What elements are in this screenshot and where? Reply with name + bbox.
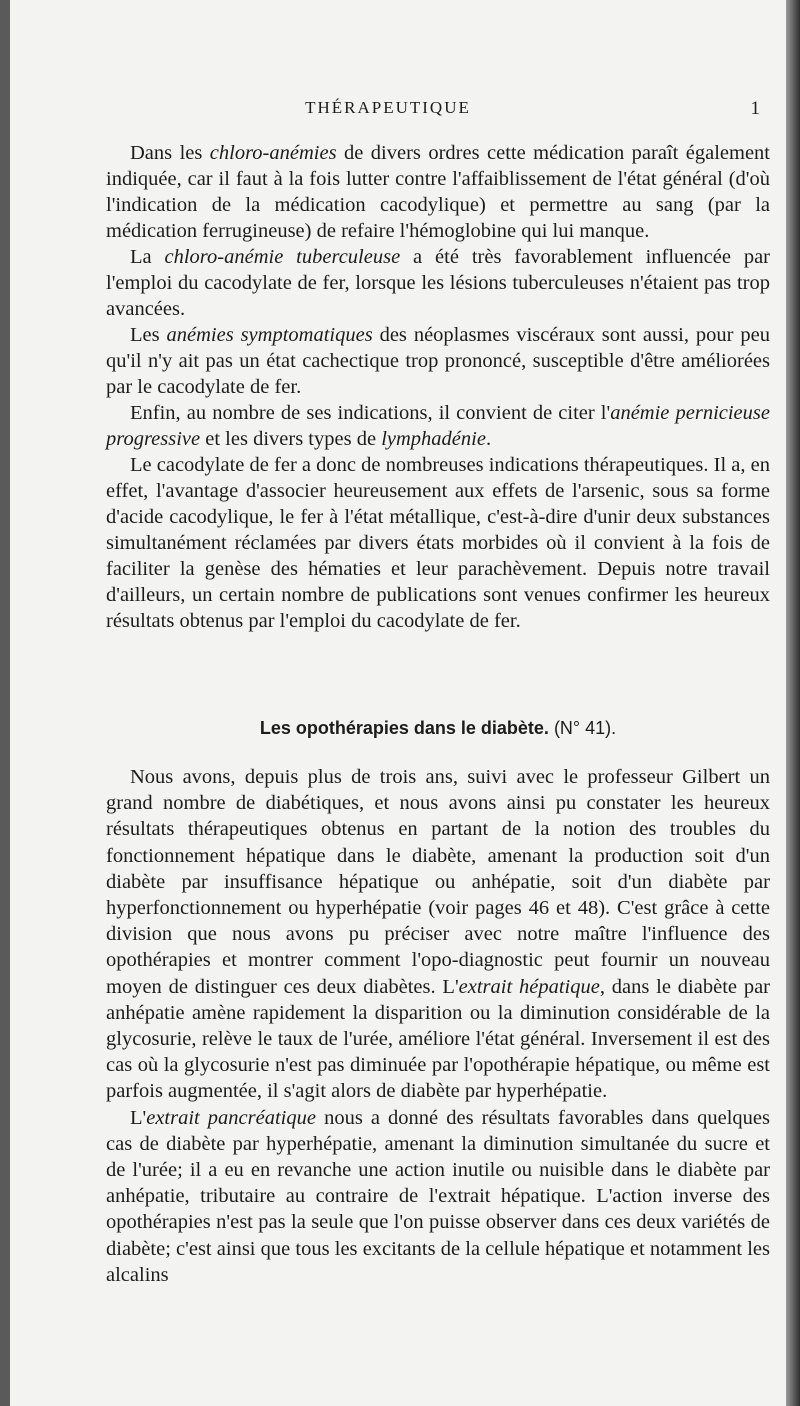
paragraph-anemies-symptomatiques: Les anémies symptomatiques des néoplasmes viscéraux sont aussi, pour peu qu'il n'y ait pas un état cachectique trop prononcé, susceptible d'être améliorées par le cacodylate de fer.	[106, 324, 770, 398]
paragraph-opotherapies: Nous avons, depuis plus de trois ans, suivi avec le professeur Gilbert un grand nombre de diabétiques, et nous avons ainsi pu constater les heureux résultats thérapeutiques obtenus en partant de la notion des troubles du fonctionnement hépatique dans le diabète, amenant la production soit d'un diabète par insuffisance hépatique ou anhépatie, soit d'un diabète par hyperfonctionnement ou hyperhépatie (voir pages 46 et 48). C'est grâce à cette division que nous avons pu préciser avec notre maître l'influence des opothérapies et montrer comment l'opo-diagnostic peut fournir un nouveau moyen de distinguer ces deux diabètes. L'extrait hépatique, dans le diabète par anhépatie amène rapidement la disparition ou la diminution considérable de la glycosurie, relève le taux de l'urée, améliore l'état général. Inversement il est des cas où la glycosurie n'est pas diminuée par l'opothérapie hépatique, ou même est parfois augmentée, il s'agit alors de diabète par hyperhépatie.	[106, 766, 770, 1103]
paragraph-cacodylate-summary: Le cacodylate de fer a donc de nombreuses indications thérapeutiques. Il a, en effet, l'avantage d'associer heureusement aux effets de l'arsenic, sous sa forme d'acide cacodylique, le fer à l'état métallique, c'est-à-dire d'unir deux substances simultanément réclamées par divers états morbides où il convient à la fois de faciliter la genèse des hématies et leur parachèvement. Depuis notre travail d'ailleurs, un certain nombre de publications sont venues confirmer les heureux résultats obtenus par l'emploi du cacodylate de fer.	[106, 454, 770, 632]
section-ref: (N° 41).	[553, 718, 617, 738]
section-heading	[106, 716, 770, 740]
book-page	[10, 0, 786, 1406]
paragraph-chloro-anemie-tuberculeuse: La chloro-anémie tuberculeuse a été très favorablement influencée par l'emploi du cacodylate de fer, lorsque les lésions tuberculeuses n'étaient pas trop avancées.	[106, 246, 770, 320]
body-text-bottom	[106, 764, 770, 1288]
page-header	[10, 98, 786, 122]
running-head: THÉRAPEUTIQUE	[305, 98, 471, 117]
paragraph-indications: Enfin, au nombre de ses indications, il convient de citer l'anémie pernicieuse progressive et les divers types de lymphadénie.	[106, 402, 770, 450]
page-number: 1	[750, 98, 760, 119]
body-text-top	[106, 140, 770, 634]
section-title: Les opothérapies dans le diabète.	[259, 718, 549, 738]
paragraph-extrait-pancreatique: L'extrait pancréatique nous a donné des résultats favorables dans quelques cas de diabète par hyperhépatie, amenant la diminution simultanée du sucre et de l'urée; il a eu en revanche une action inutile ou nuisible dans le diabète par anhépatie, tributaire au contraire de l'extrait hépatique. L'action inverse des opothérapies n'est pas la seule que l'on puisse observer dans ces deux variétés de diabète; c'est ainsi que tous les excitants de la cellule hépatique et notamment les alcalins	[106, 1106, 770, 1286]
page-edge-shadow	[786, 0, 800, 1406]
paragraph-chloro-anemies: Dans les chloro-anémies de divers ordres cette médication paraît également indiquée, car il faut à la fois lutter contre l'affaiblissement de l'état général (d'où l'indication de la médication cacodylique) et permettre au sang (par la médication ferrugineuse) de refaire l'hémoglobine qui lui manque.	[106, 142, 771, 242]
